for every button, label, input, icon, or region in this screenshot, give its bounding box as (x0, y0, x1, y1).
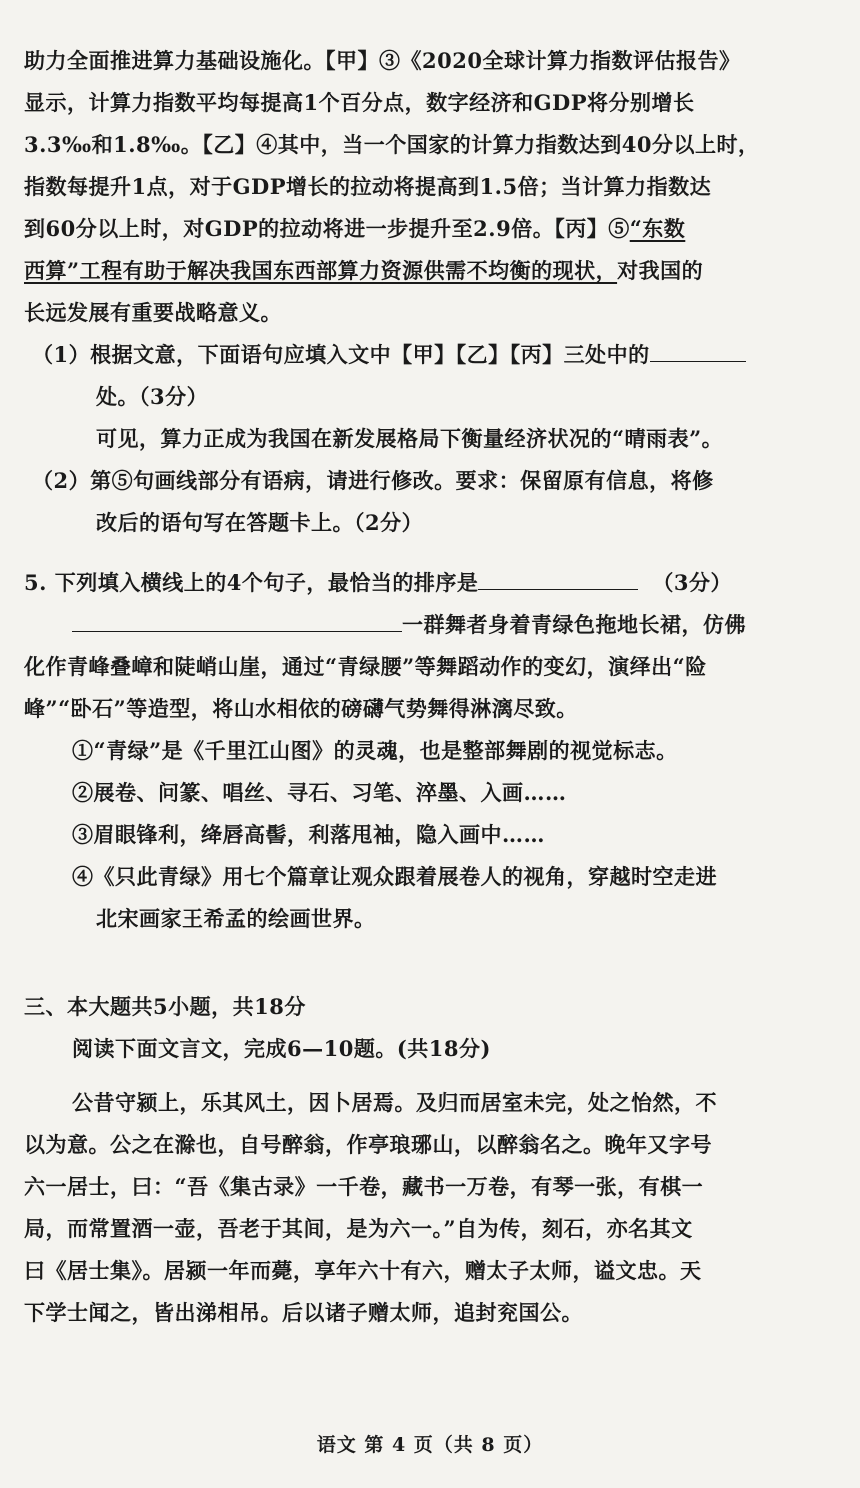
option-2: ②展卷、问篆、唱丝、寻石、习笔、淬墨、入画…… (72, 780, 567, 805)
section-instruction: 阅读下面文言文，完成6—10题。(共18分) (72, 1036, 491, 1061)
passage-line: 峰”“卧石”等造型，将山水相依的磅礴气势舞得淋漓尽致。 (24, 696, 578, 721)
option-4-continued: 北宋画家王希孟的绘画世界。 (96, 906, 376, 931)
option-4: ④《只此青绿》用七个篇章让观众跟着展卷人的视角，穿越时空走进 (72, 864, 717, 889)
question-5 (24, 562, 816, 940)
answer-blank[interactable] (650, 335, 746, 362)
passage-text: 一群舞者身着青绿色拖地长裙，仿佛 (402, 612, 746, 637)
passage-line: 以为意。公之在滁也，自号醉翁，作亭琅琊山，以醉翁名之。晚年又字号 (24, 1132, 712, 1157)
passage-line: 曰《居士集》。居颍一年而薨，享年六十有六，赠太子太师，谥文忠。天 (24, 1258, 702, 1283)
passage-line (24, 604, 816, 646)
section-heading: 三、本大题共5小题，共18分 (24, 994, 306, 1019)
question-line: 处。（3分） (96, 384, 209, 409)
passage-continuation (24, 40, 816, 334)
passage-line: 3.3‰和1.8‰。【乙】④其中，当一个国家的计算力指数达到40分以上时， (24, 132, 760, 157)
underlined-sentence: 西算”工程有助于解决我国东西部算力资源供需不均衡的现状， (24, 258, 618, 283)
fill-blank-line[interactable] (72, 605, 402, 632)
section-3 (24, 986, 816, 1070)
question-score: （3分） (652, 570, 732, 595)
option-3: ③眉眼锋利，绛唇高髻，利落甩袖，隐入画中…… (72, 822, 545, 847)
passage-text: 对我国的 (617, 258, 704, 283)
passage-line: 化作青峰叠嶂和陡峭山崖，通过“青绿腰”等舞蹈动作的变幻，演绎出“险 (24, 654, 707, 679)
passage-line: 下学士闻之，皆出涕相吊。后以诸子赠太师，追封兖国公。 (24, 1300, 583, 1325)
question-line: 改后的语句写在答题卡上。（2分） (96, 510, 424, 535)
passage-line (24, 208, 816, 250)
answer-blank[interactable] (478, 563, 638, 590)
question-1 (24, 334, 816, 460)
passage-line: 公昔守颍上，乐其风土，因卜居焉。及归而居室未完，处之怡然，不 (72, 1090, 717, 1115)
classical-chinese-passage (24, 1082, 816, 1334)
question-line (24, 334, 816, 376)
passage-line: 长远发展有重要战略意义。 (24, 300, 282, 325)
question-line: （2）第⑤句画线部分有语病，请进行修改。要求：保留原有信息，将修 (32, 468, 714, 493)
option-1: ①“青绿”是《千里江山图》的灵魂，也是整部舞剧的视觉标志。 (72, 738, 678, 763)
passage-line: 指数每提升1点，对于GDP增长的拉动将提高到1.5倍；当计算力指数达 (24, 174, 712, 199)
page-footer: 语文 第 4 页（共 8 页） (316, 1434, 544, 1456)
passage-line: 局，而常置酒一壶，吾老于其间，是为六一。”自为传，刻石，亦名其文 (24, 1216, 693, 1241)
passage-line: 助力全面推进算力基础设施化。【甲】③《2020全球计算力指数评估报告》 (24, 48, 741, 73)
question-title (24, 562, 816, 604)
passage-line: 六一居士，曰：“吾《集古录》一千卷，藏书一万卷，有琴一张，有棋一 (24, 1174, 704, 1199)
inserted-sentence: 可见，算力正成为我国在新发展格局下衡量经济状况的“晴雨表”。 (96, 426, 724, 451)
passage-line (24, 250, 816, 292)
passage-line: 显示，计算力指数平均每提高1个百分点，数字经济和GDP将分别增长 (24, 90, 695, 115)
question-text: （1）根据文意，下面语句应填入文中【甲】【乙】【丙】三处中的 (32, 342, 650, 367)
question-text: 5. 下列填入横线上的4个句子，最恰当的排序是 (24, 570, 479, 595)
passage-text: 到60分以上时，对GDP的拉动将进一步提升至2.9倍。【丙】⑤ (24, 216, 630, 241)
question-2 (24, 460, 816, 544)
underlined-sentence: “东数 (629, 216, 686, 241)
